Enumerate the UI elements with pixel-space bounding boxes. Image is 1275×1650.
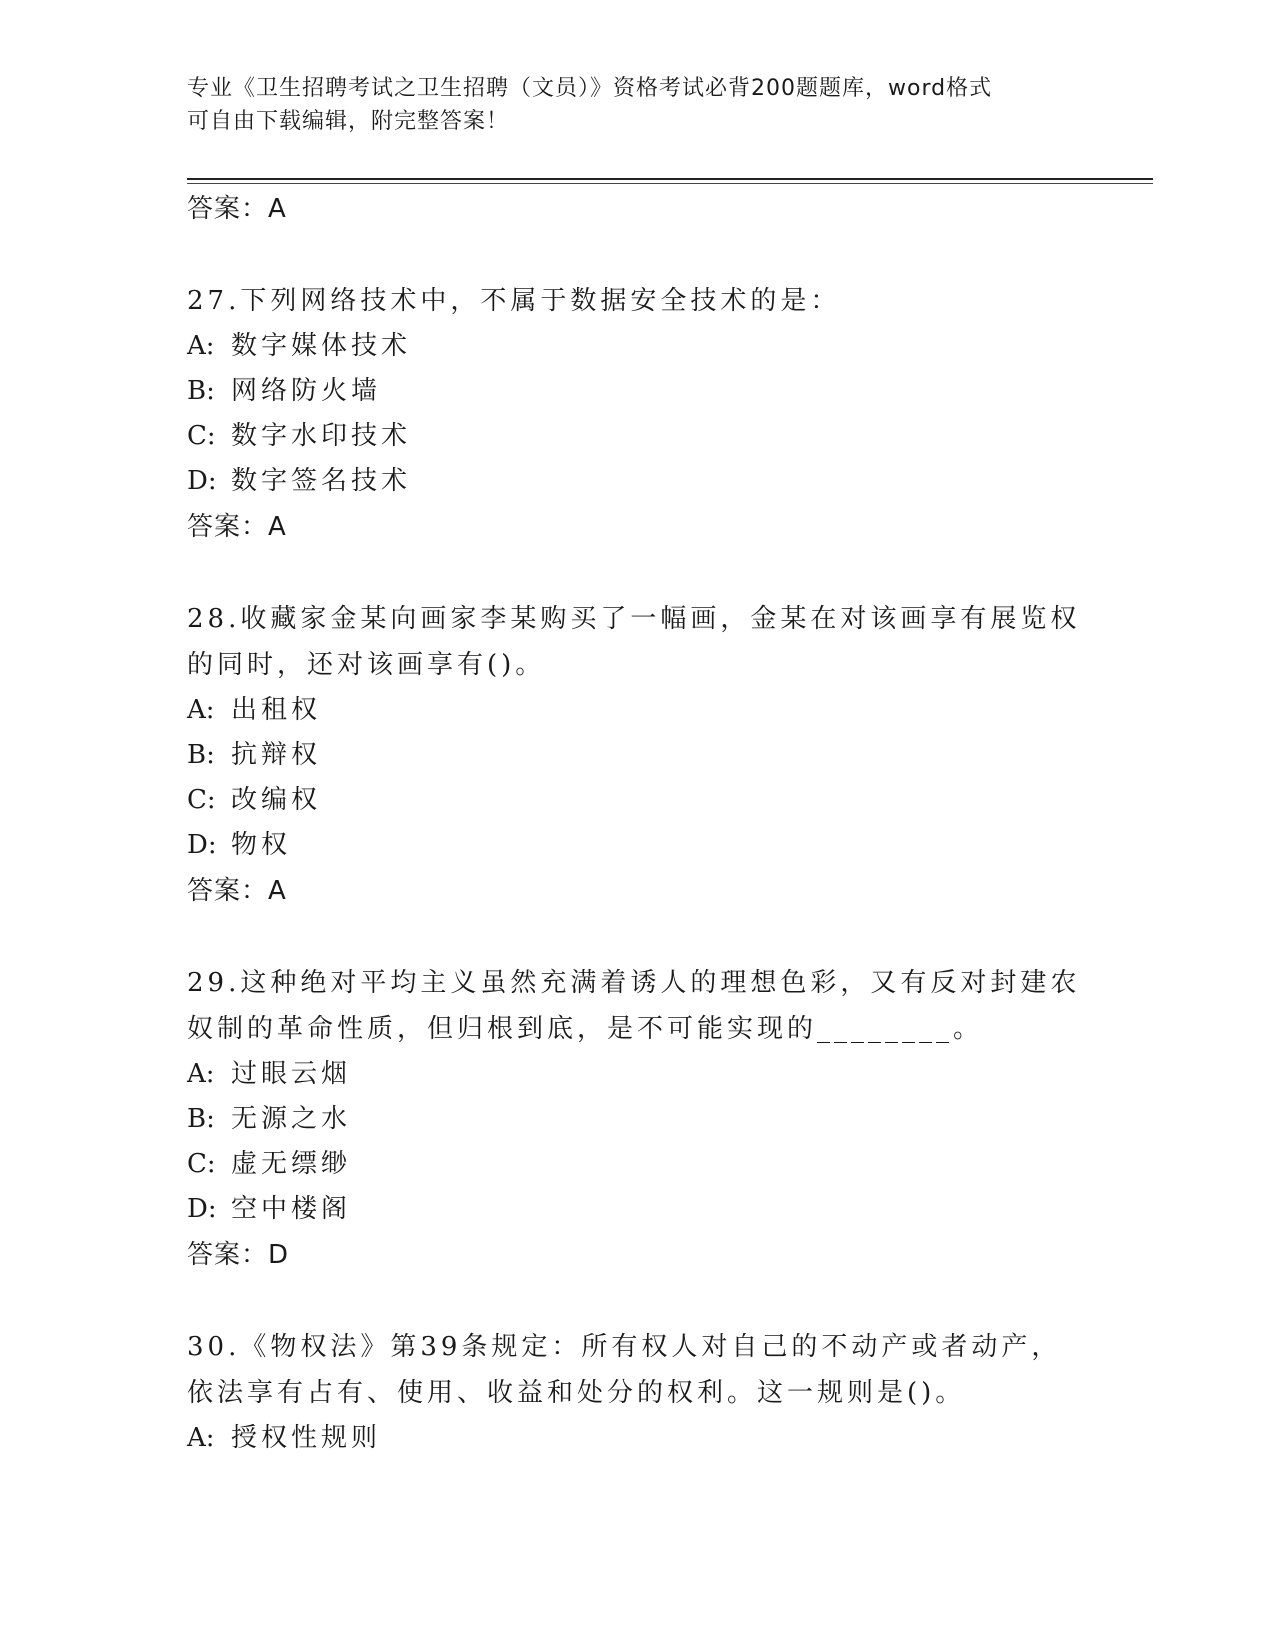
option-text: 出租权 [231, 695, 322, 725]
option-text: 虚无缥缈 [231, 1149, 352, 1179]
option-letter: D: [187, 830, 217, 860]
question-text: 27.下列网络技术中，不属于数据安全技术的是： [187, 286, 841, 316]
option-text: 空中楼阁 [231, 1194, 352, 1224]
option-c [187, 778, 1087, 823]
option-d [187, 459, 1087, 504]
option-a [187, 324, 1087, 369]
option-c [187, 414, 1087, 459]
option-letter: A: [187, 331, 215, 361]
header-divider-thin [187, 183, 1153, 184]
question-block [187, 960, 1087, 1278]
option-d [187, 823, 1087, 868]
option-a [187, 688, 1087, 733]
header-title-line-2: 可自由下载编辑，附完整答案！ [187, 109, 510, 134]
option-letter: C: [187, 1149, 216, 1179]
option-b [187, 369, 1087, 414]
spacer [187, 1278, 1087, 1324]
option-c [187, 1142, 1087, 1187]
option-letter: A: [187, 1059, 215, 1089]
previous-answer: 答案：A [187, 194, 287, 224]
option-letter: B: [187, 1104, 215, 1134]
question-text: 29.这种绝对平均主义虽然充满着诱人的理想色彩，又有反对封建农奴制的革命性质，但归根到底，是不可能实现的________。 [187, 968, 1081, 1044]
question-text: 30.《物权法》第39条规定：所有权人对自己的不动产或者动产，依法享有占有、使用、收益和处分的权利。这一规则是()。 [187, 1332, 1062, 1408]
option-text: 改编权 [231, 785, 322, 815]
spacer [187, 550, 1087, 596]
option-text: 数字签名技术 [231, 466, 412, 496]
option-text: 授权性规则 [231, 1423, 382, 1453]
option-b [187, 1097, 1087, 1142]
answer-line: 答案：A [187, 512, 287, 542]
option-letter: C: [187, 785, 216, 815]
option-d [187, 1187, 1087, 1232]
question-text: 28.收藏家金某向画家李某购买了一幅画，金某在对该画享有展览权的同时，还对该画享有()。 [187, 604, 1081, 680]
page-header [187, 72, 1067, 138]
option-text: 无源之水 [231, 1104, 352, 1134]
option-b [187, 733, 1087, 778]
option-letter: C: [187, 421, 216, 451]
option-text: 网络防火墙 [231, 376, 382, 406]
option-letter: B: [187, 740, 215, 770]
header-title-line-1: 专业《卫生招聘考试之卫生招聘（文员）》资格考试必背200题题库，word格式 [187, 76, 993, 101]
option-text: 物权 [231, 830, 292, 860]
spacer [187, 914, 1087, 960]
question-block [187, 1324, 1087, 1461]
answer-line: 答案：D [187, 1240, 290, 1270]
option-letter: D: [187, 1194, 217, 1224]
option-text: 过眼云烟 [231, 1059, 352, 1089]
option-a [187, 1416, 1087, 1461]
option-text: 抗辩权 [231, 740, 322, 770]
spacer [187, 232, 1087, 278]
option-text: 数字水印技术 [231, 421, 412, 451]
option-letter: D: [187, 466, 217, 496]
option-a [187, 1052, 1087, 1097]
header-divider [187, 178, 1153, 180]
option-text: 数字媒体技术 [231, 331, 412, 361]
question-block [187, 278, 1087, 550]
question-block [187, 596, 1087, 914]
answer-line: 答案：A [187, 876, 287, 906]
option-letter: A: [187, 695, 215, 725]
question-list [187, 186, 1087, 1461]
option-letter: A: [187, 1423, 215, 1453]
option-letter: B: [187, 376, 215, 406]
